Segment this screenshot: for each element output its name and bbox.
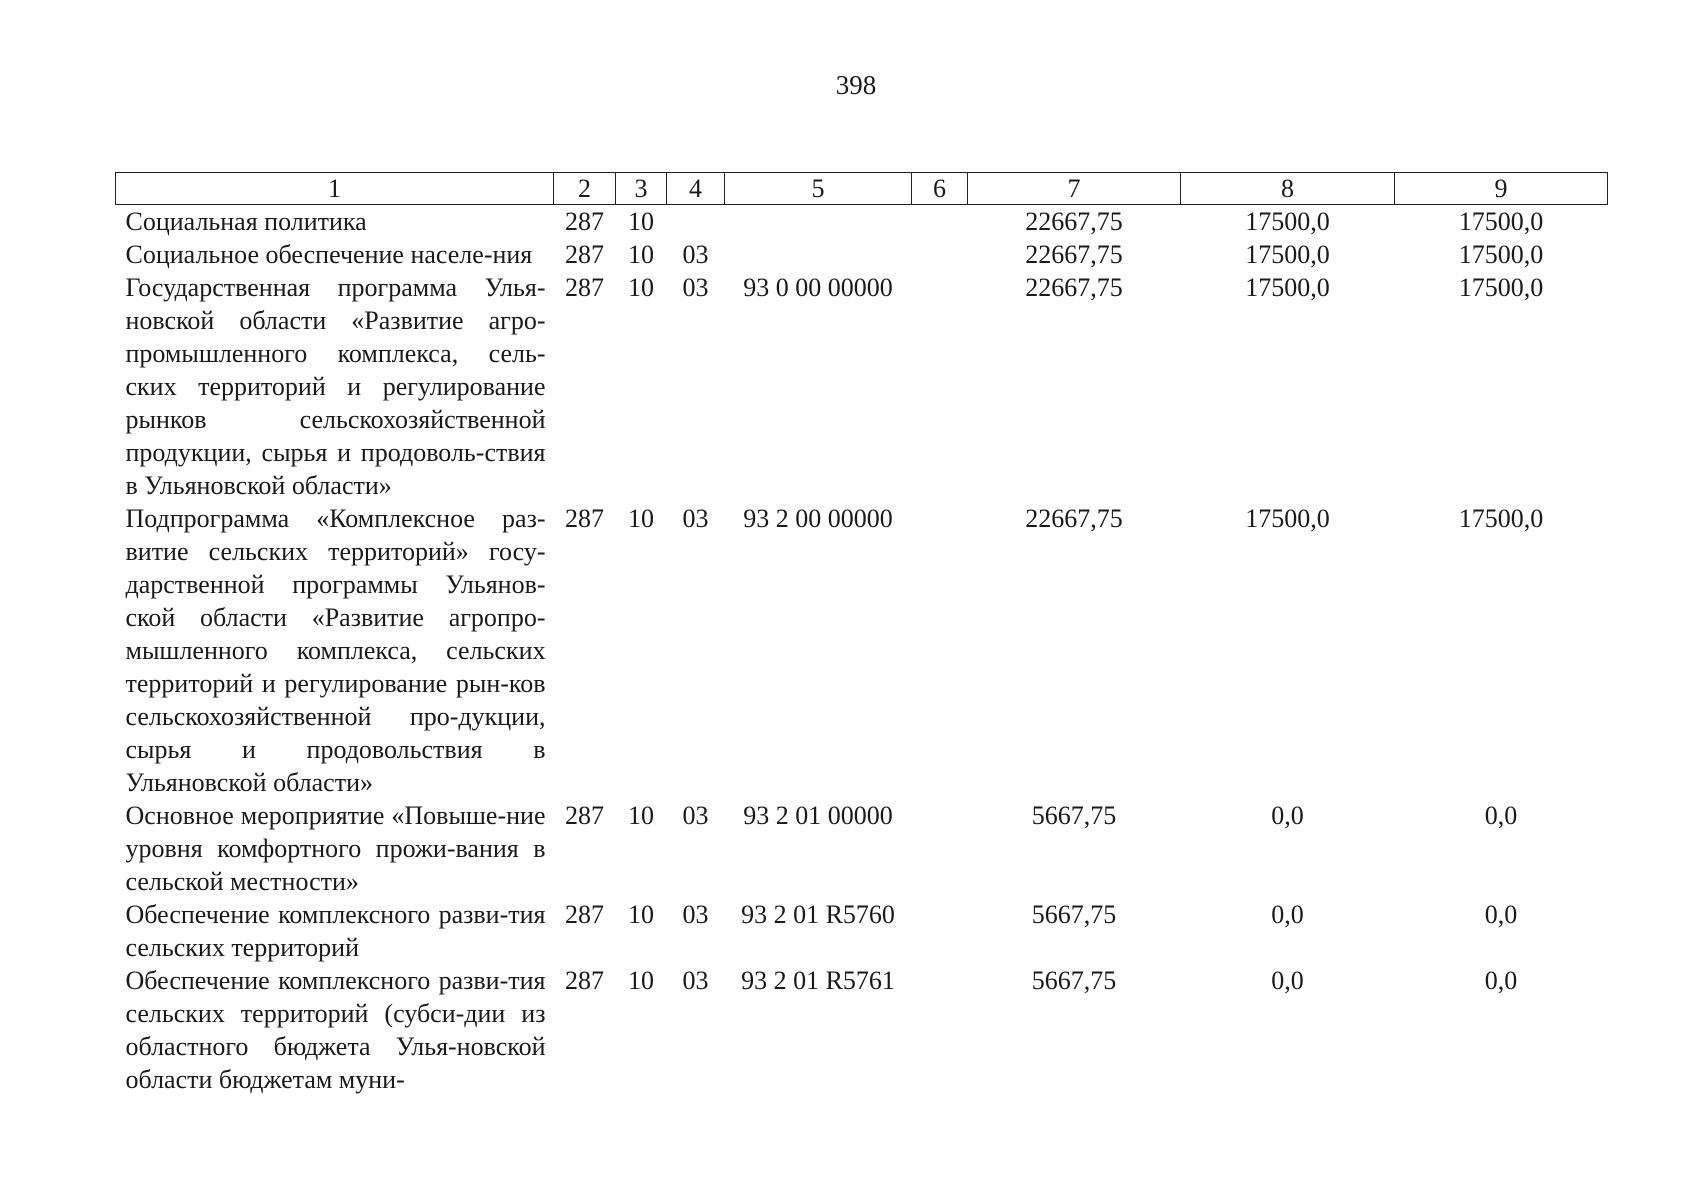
cell-expense-type [912, 238, 968, 271]
column-header: 1 [116, 173, 554, 205]
column-header: 7 [968, 173, 1181, 205]
cell-amount-9: 17500,0 [1458, 504, 1544, 533]
cell-section: 10 [628, 900, 654, 929]
column-header-row [116, 173, 1608, 205]
cell-amount-9: 0,0 [1484, 801, 1518, 830]
cell-amount-7: 5667,75 [1031, 801, 1117, 830]
table-row [116, 964, 1608, 1096]
cell-subsection: 03 [682, 504, 709, 533]
row-name: Обеспечение комплексного разви-тия сельских территорий [125, 900, 546, 962]
table-row [116, 205, 1608, 239]
column-header: 3 [616, 173, 667, 205]
cell-amount-8: 0,0 [1271, 966, 1304, 995]
cell-code: 287 [565, 801, 604, 830]
cell-target-article [725, 205, 912, 239]
cell-code: 287 [565, 240, 604, 269]
cell-amount-8: 0,0 [1271, 801, 1304, 830]
cell-target-article: 93 2 01 R5761 [741, 966, 895, 995]
cell-subsection: 03 [682, 240, 709, 269]
cell-expense-type [912, 205, 968, 239]
cell-section: 10 [628, 801, 654, 830]
column-header: 5 [725, 173, 912, 205]
table-row [116, 502, 1608, 799]
cell-subsection: 03 [682, 900, 709, 929]
row-name: Социальное обеспечение населе-ния [125, 240, 533, 269]
table-row [116, 898, 1608, 964]
cell-amount-7: 22667,75 [1025, 207, 1123, 236]
cell-target-article [725, 238, 912, 271]
cell-amount-7: 22667,75 [1025, 240, 1123, 269]
column-header: 6 [912, 173, 968, 205]
cell-subsection [667, 205, 725, 239]
cell-amount-8: 0,0 [1271, 900, 1304, 929]
cell-section: 10 [628, 273, 654, 302]
cell-code: 287 [565, 900, 604, 929]
cell-amount-9: 0,0 [1484, 966, 1518, 995]
column-header: 2 [554, 173, 616, 205]
cell-amount-7: 22667,75 [1025, 504, 1123, 533]
cell-target-article: 93 2 01 00000 [743, 801, 893, 830]
cell-section: 10 [628, 207, 654, 236]
cell-target-article: 93 2 01 R5760 [741, 900, 895, 929]
cell-subsection: 03 [682, 966, 709, 995]
cell-expense-type [912, 964, 968, 1096]
column-header: 8 [1181, 173, 1395, 205]
cell-code: 287 [565, 273, 604, 302]
cell-target-article: 93 0 00 00000 [743, 273, 893, 302]
cell-code: 287 [565, 966, 604, 995]
row-name: Основное мероприятие «Повыше-ние уровня комфортного прожи-вания в сельской местности» [125, 801, 546, 896]
cell-amount-9: 17500,0 [1458, 273, 1544, 302]
column-header: 9 [1395, 173, 1608, 205]
table-row [116, 238, 1608, 271]
cell-amount-7: 5667,75 [1031, 900, 1117, 929]
cell-section: 10 [628, 240, 654, 269]
cell-amount-8: 17500,0 [1245, 240, 1330, 269]
budget-table [115, 172, 1608, 1096]
cell-amount-7: 5667,75 [1031, 966, 1117, 995]
cell-amount-9: 17500,0 [1458, 240, 1544, 269]
row-name: Подпрограмма «Комплексное раз-витие сельских территорий» госу-дарственной программы Ульянов-ской области «Развитие агропро-мышленного комплекса, сельских территорий и регулирование рын-ков сельскохозяйственной про-дукции, сырья и продовольствия в Ульяновской области» [125, 504, 546, 797]
cell-expense-type [912, 898, 968, 964]
cell-amount-8: 17500,0 [1245, 504, 1330, 533]
cell-section: 10 [628, 504, 654, 533]
table-row [116, 271, 1608, 502]
cell-amount-7: 22667,75 [1025, 273, 1123, 302]
cell-amount-9: 0,0 [1484, 900, 1518, 929]
column-header: 4 [667, 173, 725, 205]
table-row [116, 799, 1608, 898]
cell-expense-type [912, 799, 968, 898]
cell-code: 287 [565, 207, 604, 236]
cell-subsection: 03 [682, 801, 709, 830]
cell-amount-8: 17500,0 [1245, 273, 1330, 302]
cell-code: 287 [565, 504, 604, 533]
cell-target-article: 93 2 00 00000 [743, 504, 893, 533]
cell-subsection: 03 [682, 273, 709, 302]
cell-amount-8: 17500,0 [1245, 207, 1330, 236]
cell-amount-9: 17500,0 [1458, 207, 1544, 236]
row-name: Обеспечение комплексного разви-тия сельских территорий (субси-дии из областного бюджета Улья-новской области бюджетам муни- [125, 966, 546, 1094]
cell-section: 10 [628, 966, 654, 995]
cell-expense-type [912, 271, 968, 502]
row-name: Социальная политика [125, 207, 367, 236]
cell-expense-type [912, 502, 968, 799]
page-number: 398 [835, 70, 877, 100]
row-name: Государственная программа Улья-новской области «Развитие агро-промышленного комплекса, сель-ских территорий и регулирование рынков сельскохозяйственной продукции, сырья и продоволь-ствия в Ульяновской области» [125, 273, 546, 500]
